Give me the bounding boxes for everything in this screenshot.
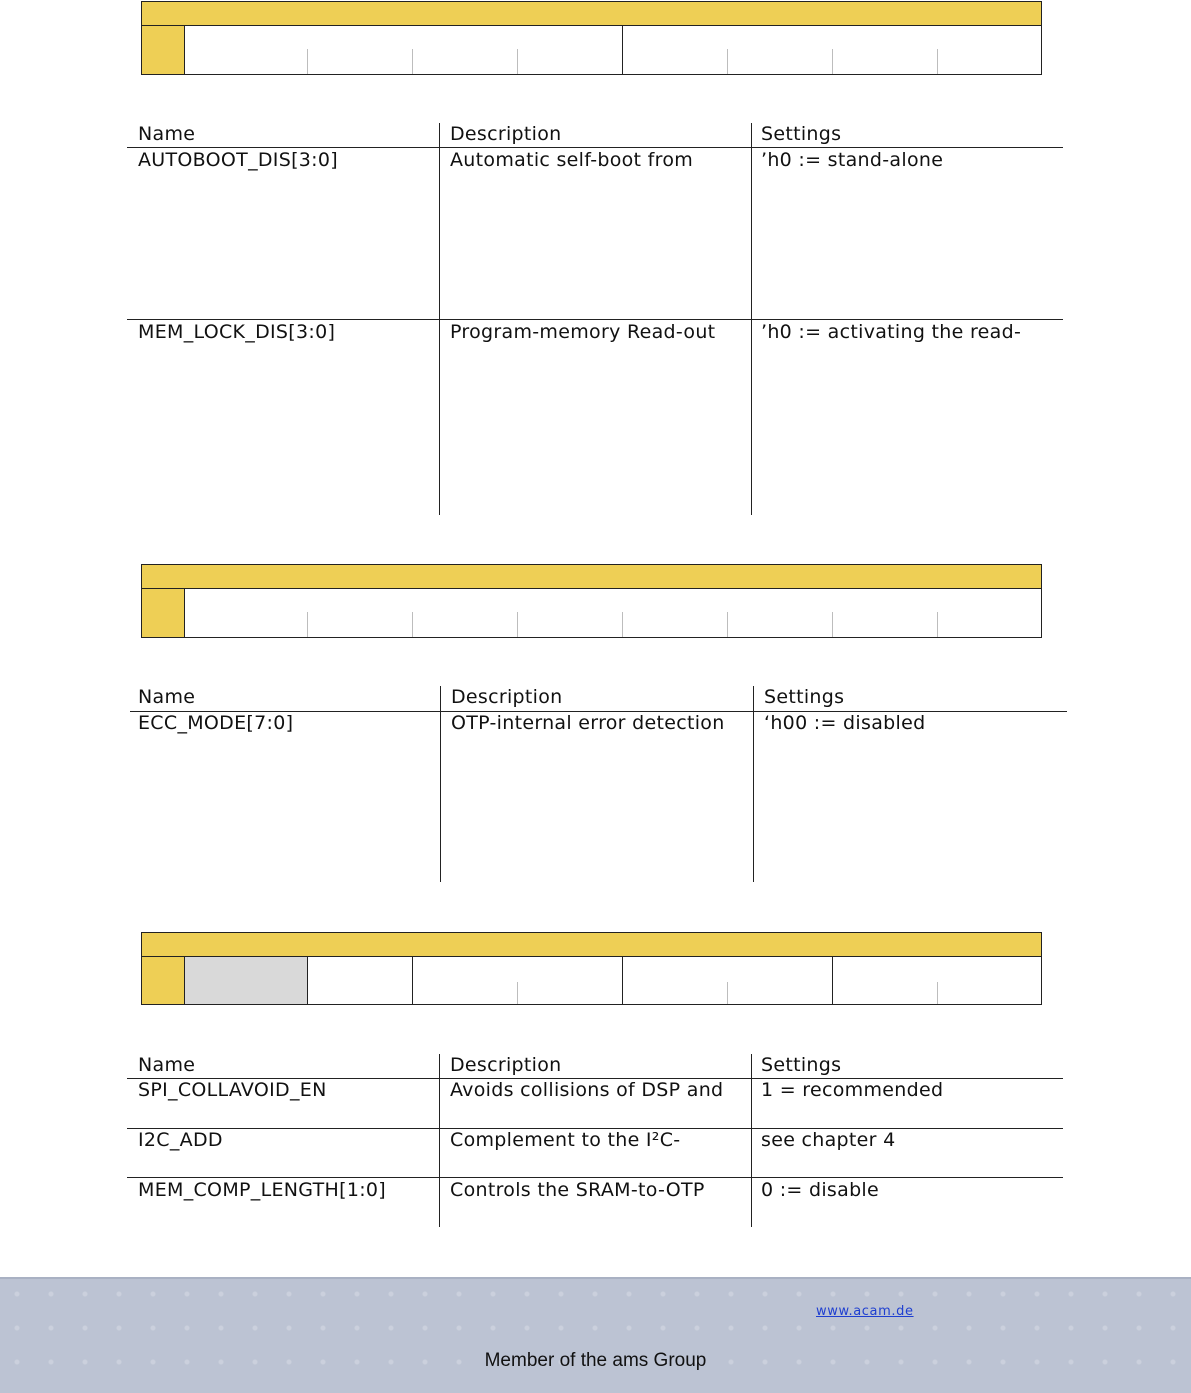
column-divider: [439, 1054, 440, 1227]
bit-tick: [517, 612, 518, 637]
field-description: Program-memory Read-out: [450, 321, 716, 343]
field-settings: ’h0 := stand-alone: [761, 149, 944, 171]
column-divider: [751, 123, 752, 515]
register-field-reserved: [184, 956, 308, 1005]
column-header-description: Description: [450, 123, 562, 145]
register-header-bar: [141, 564, 1042, 589]
field-settings: ‘h00 := disabled: [764, 712, 926, 734]
bit-tick: [832, 612, 833, 637]
bit-tick: [937, 612, 938, 637]
row-rule: [127, 1177, 1063, 1178]
bit-tick: [307, 49, 308, 74]
field-name: SPI_COLLAVOID_EN: [138, 1079, 327, 1101]
column-header-name: Name: [138, 123, 196, 145]
bit-tick: [727, 612, 728, 637]
field-name: AUTOBOOT_DIS[3:0]: [138, 149, 338, 171]
field-name: I2C_ADD: [138, 1129, 223, 1151]
column-divider: [439, 123, 440, 515]
column-header-name: Name: [138, 686, 196, 708]
field-description: Complement to the I²C-: [450, 1129, 681, 1151]
field-name: MEM_COMP_LENGTH[1:0]: [138, 1179, 387, 1201]
bit-tick: [622, 612, 623, 637]
header-rule: [127, 147, 1063, 148]
field-description: Automatic self-boot from: [450, 149, 694, 171]
column-header-name: Name: [138, 1054, 196, 1076]
register-diagram-2: [141, 564, 1042, 638]
member-text: Member of the ams Group: [484, 1350, 707, 1371]
bit-tick: [517, 982, 518, 1004]
footer-divider: [0, 1277, 1191, 1279]
register-field: [184, 588, 1042, 638]
field-settings: 1 = recommended: [761, 1079, 944, 1101]
field-settings: ’h0 := activating the read-: [761, 321, 1022, 343]
bit-tick: [412, 49, 413, 74]
register-field: [307, 956, 413, 1005]
column-header-description: Description: [451, 686, 563, 708]
register-header-bar: [141, 932, 1042, 957]
row-rule: [127, 319, 1063, 320]
column-header-settings: Settings: [761, 1054, 842, 1076]
column-divider: [751, 1054, 752, 1227]
register-field: [184, 25, 623, 75]
register-row-label: [141, 588, 185, 638]
column-divider: [753, 686, 754, 882]
field-description: OTP-internal error detection: [451, 712, 725, 734]
register-header-bar: [141, 1, 1042, 26]
bit-tick: [727, 49, 728, 74]
field-name: MEM_LOCK_DIS[3:0]: [138, 321, 336, 343]
field-name: ECC_MODE[7:0]: [138, 712, 294, 734]
bit-tick: [727, 982, 728, 1004]
column-header-description: Description: [450, 1054, 562, 1076]
field-settings: see chapter 4: [761, 1129, 896, 1151]
field-settings: 0 := disable: [761, 1179, 879, 1201]
column-divider: [440, 686, 441, 882]
bit-tick: [937, 49, 938, 74]
column-header-settings: Settings: [764, 686, 845, 708]
page-footer: [0, 1277, 1191, 1393]
bit-tick: [517, 49, 518, 74]
field-description: Controls the SRAM-to-OTP: [450, 1179, 705, 1201]
field-description: Avoids collisions of DSP and: [450, 1079, 724, 1101]
bit-tick: [307, 612, 308, 637]
website-link[interactable]: www.acam.de: [816, 1304, 914, 1319]
register-diagram-3: [141, 932, 1042, 1005]
register-diagram-1: [141, 1, 1042, 75]
register-row-label: [141, 956, 185, 1005]
bit-tick: [937, 982, 938, 1004]
bit-tick: [412, 612, 413, 637]
register-row-label: [141, 25, 185, 75]
bit-tick: [832, 49, 833, 74]
column-header-settings: Settings: [761, 123, 842, 145]
